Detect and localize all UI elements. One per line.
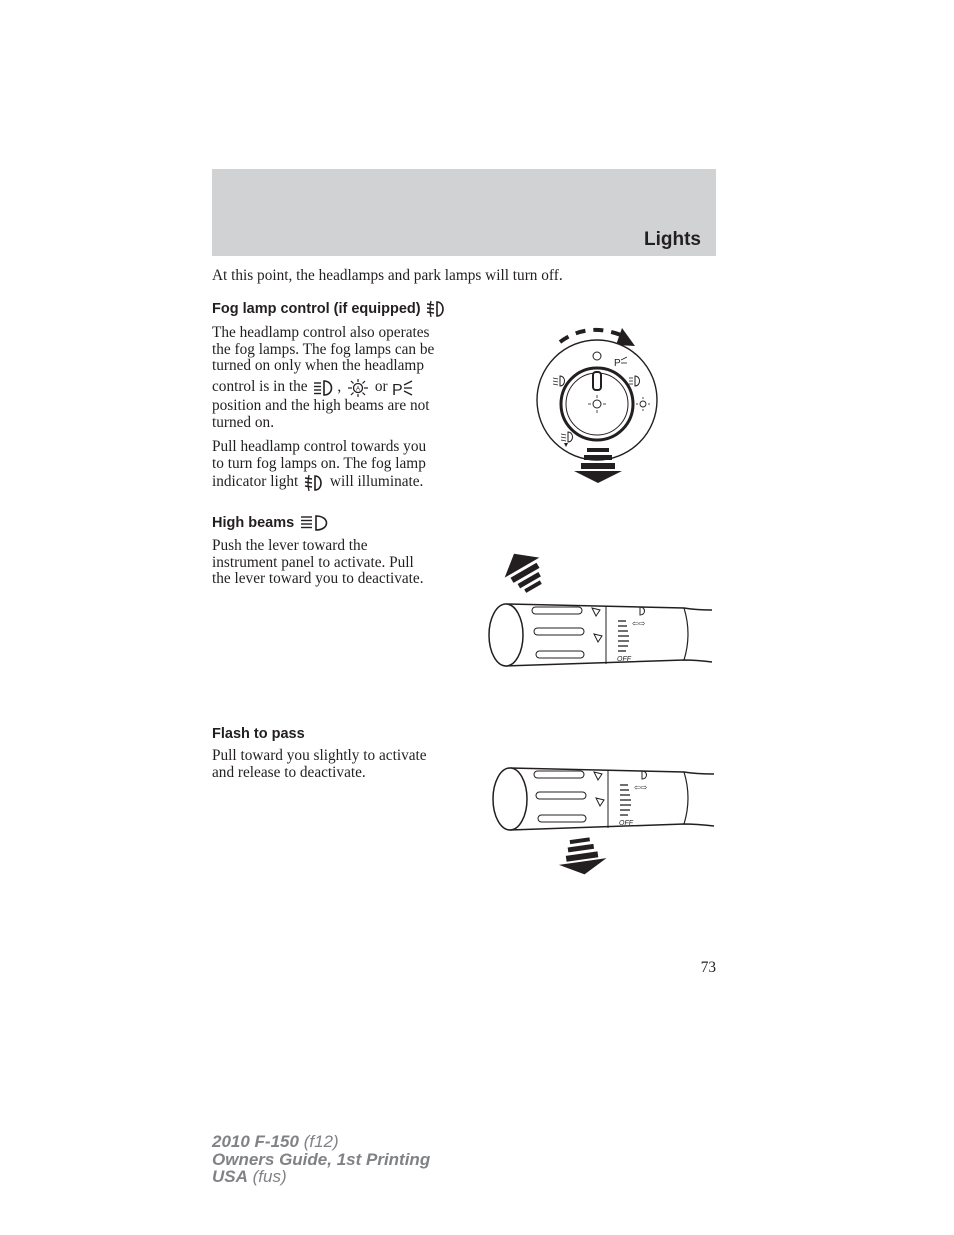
fog-p1-line: The headlamp control also operates — [212, 324, 430, 341]
fog-p1-line: turned on. — [212, 413, 275, 431]
high-beams-line: Push the lever toward the — [212, 537, 368, 554]
high-beams-lever-illustration — [484, 548, 716, 678]
fog-paragraph-2 — [212, 439, 482, 492]
fog-p1-or: or — [374, 378, 388, 396]
svg-text:P: P — [392, 381, 404, 397]
fog-p1-line: turned on only when the headlamp — [212, 357, 424, 375]
fog-p1-text: control is in the — [212, 378, 308, 396]
fog-lamp-indicator-icon — [302, 474, 326, 492]
section-title: Lights — [644, 229, 701, 250]
section-header-band — [212, 169, 716, 256]
svg-text:P: P — [614, 358, 621, 369]
fog-p1-line: the fog lamps. The fog lamps can be — [212, 340, 435, 358]
fog-p2-line: to turn fog lamps on. The fog lamp — [212, 454, 426, 472]
fog-lamp-icon — [425, 300, 447, 318]
lever-off-label: OFF — [619, 820, 633, 827]
flash-line: Pull toward you slightly to activate — [212, 747, 427, 764]
svg-text:⇦⇨: ⇦⇨ — [634, 783, 648, 792]
fog-p1-line-icons — [212, 375, 482, 398]
high-beams-heading-text: High beams — [212, 514, 295, 531]
flash-line: and release to deactivate. — [212, 763, 366, 781]
headlamp-icon — [311, 379, 337, 397]
flash-to-pass-paragraph — [212, 748, 482, 781]
svg-text:⇦⇨: ⇦⇨ — [632, 619, 646, 628]
footer-guide: Owners Guide, 1st Printing — [212, 1149, 431, 1169]
high-beams-heading — [212, 514, 332, 532]
flash-to-pass-heading: Flash to pass — [212, 726, 305, 742]
svg-text:A: A — [356, 386, 361, 393]
fog-lamp-heading — [212, 300, 447, 318]
high-beam-icon — [298, 514, 332, 532]
parking-lamp-icon — [391, 379, 415, 397]
flash-to-pass-lever-illustration — [488, 762, 716, 880]
fog-p2-text: indicator light — [212, 473, 299, 491]
footer-line-3 — [212, 1168, 430, 1186]
auto-headlamp-icon — [345, 378, 371, 398]
intro-text: At this point, the headlamps and park lamps will turn off. — [212, 267, 563, 284]
fog-paragraph-1 — [212, 325, 482, 432]
page-number: 73 — [700, 959, 716, 976]
high-beams-paragraph — [212, 538, 482, 588]
high-beams-line: the lever toward you to deactivate. — [212, 570, 424, 588]
footer-model-code: (f12) — [303, 1132, 339, 1151]
headlamp-control-dial-illustration — [530, 320, 670, 490]
fog-p2-line: Pull headlamp control towards you — [212, 438, 427, 455]
footer-line-1 — [212, 1133, 430, 1151]
footer-model: 2010 F-150 — [212, 1132, 299, 1151]
fog-p2-text: will illuminate. — [329, 473, 424, 491]
footer-market: USA — [212, 1167, 248, 1186]
lever-off-label: OFF — [617, 656, 631, 663]
fog-lamp-heading-text: Fog lamp control (if equipped) — [212, 300, 421, 317]
fog-p2-line-icon — [212, 472, 482, 492]
footer-market-code: (fus) — [252, 1167, 287, 1186]
footer-line-2 — [212, 1151, 430, 1169]
fog-p1-comma: , — [337, 378, 342, 396]
high-beams-line: instrument panel to activate. Pull — [212, 553, 414, 571]
document-footer — [212, 1133, 430, 1186]
fog-p1-line: position and the high beams are not — [212, 397, 430, 415]
